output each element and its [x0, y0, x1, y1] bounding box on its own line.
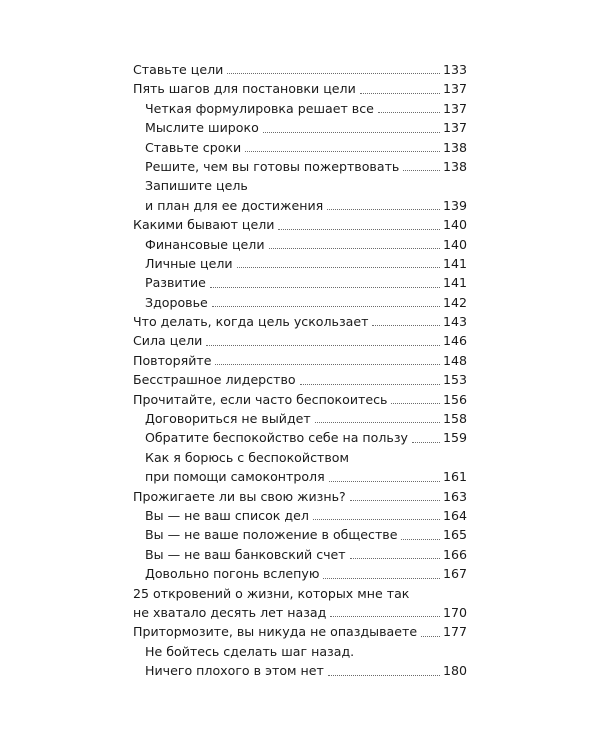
toc-entry — [133, 235, 467, 254]
toc-entry — [133, 138, 467, 157]
page-number: 158 — [442, 411, 467, 427]
dot-leader — [237, 267, 440, 268]
dot-leader — [391, 403, 439, 404]
page-number: 163 — [442, 488, 467, 504]
page-number: 140 — [442, 236, 467, 252]
toc-entry — [133, 293, 467, 312]
dot-leader — [278, 229, 439, 230]
dot-leader — [215, 364, 439, 365]
dot-leader — [313, 519, 440, 520]
toc-entry-title: Мыслите широко — [145, 120, 259, 136]
page-number: 166 — [442, 546, 467, 562]
page-number: 161 — [442, 469, 467, 485]
dot-leader — [212, 306, 440, 307]
toc-entry-title: Развитие — [145, 275, 206, 291]
dot-leader — [372, 325, 439, 326]
toc-entry-title: Ставьте цели — [133, 61, 224, 77]
page-number: 138 — [442, 139, 467, 155]
toc-entry — [133, 603, 467, 622]
table-of-contents — [133, 60, 467, 681]
toc-entry — [133, 622, 467, 641]
dot-leader — [227, 73, 440, 74]
toc-entry-title: Сила цели — [133, 333, 203, 349]
page-number: 180 — [442, 663, 467, 679]
page-number: 148 — [442, 352, 467, 368]
dot-leader — [330, 616, 440, 617]
toc-entry — [133, 487, 467, 506]
toc-entry-title: Четкая формулировка решает все — [145, 100, 374, 116]
toc-entry-title: 25 откровений о жизни, которых мне так — [133, 585, 410, 601]
toc-entry-title: Здоровье — [145, 294, 208, 310]
toc-entry — [133, 428, 467, 447]
toc-entry-title: Пять шагов для постановки цели — [133, 81, 356, 97]
toc-entry-title: Договориться не выйдет — [145, 411, 311, 427]
toc-entry — [133, 331, 467, 350]
dot-leader — [350, 500, 440, 501]
page-number: 167 — [442, 566, 467, 582]
toc-entry — [133, 351, 467, 370]
toc-entry — [133, 545, 467, 564]
page-number: 133 — [442, 61, 467, 77]
page-number: 140 — [442, 217, 467, 233]
toc-entry-title: Вы — не ваш банковский счет — [145, 546, 346, 562]
toc-entry — [133, 642, 467, 661]
dot-leader — [327, 209, 440, 210]
toc-entry — [133, 215, 467, 234]
dot-leader — [401, 539, 439, 540]
toc-entry — [133, 176, 467, 195]
dot-leader — [300, 384, 440, 385]
dot-leader — [206, 345, 440, 346]
toc-entry-title: Притормозите, вы никуда не опаздываете — [133, 624, 418, 640]
toc-entry-title: Запишите цель — [145, 178, 248, 194]
toc-entry-title: Ничего плохого в этом нет — [145, 663, 324, 679]
toc-entry — [133, 390, 467, 409]
page-number: 141 — [442, 255, 467, 271]
page-number: 141 — [442, 275, 467, 291]
toc-entry-title: Личные цели — [145, 255, 233, 271]
page-number: 177 — [442, 624, 467, 640]
page-number: 165 — [442, 527, 467, 543]
toc-entry — [133, 370, 467, 389]
page-number: 156 — [442, 391, 467, 407]
toc-entry-title: Ставьте сроки — [145, 139, 242, 155]
dot-leader — [412, 442, 440, 443]
toc-entry — [133, 506, 467, 525]
toc-entry-title: Финансовые цели — [145, 236, 265, 252]
page-number: 137 — [442, 120, 467, 136]
dot-leader — [329, 481, 440, 482]
dot-leader — [360, 93, 440, 94]
toc-entry-title: при помощи самоконтроля — [145, 469, 325, 485]
page-number: 142 — [442, 294, 467, 310]
toc-entry-title: Как я борюсь с беспокойством — [145, 449, 349, 465]
toc-entry-title: Обратите беспокойство себе на пользу — [145, 430, 408, 446]
toc-entry-title: Какими бывают цели — [133, 217, 275, 233]
toc-entry-title: не хватало десять лет назад — [133, 604, 327, 620]
toc-entry — [133, 584, 467, 603]
toc-entry — [133, 254, 467, 273]
toc-entry — [133, 118, 467, 137]
toc-entry — [133, 409, 467, 428]
toc-entry — [133, 157, 467, 176]
page-number: 137 — [442, 100, 467, 116]
dot-leader — [245, 151, 440, 152]
toc-entry — [133, 467, 467, 486]
page-number: 159 — [442, 430, 467, 446]
dot-leader — [421, 636, 440, 637]
toc-entry — [133, 448, 467, 467]
dot-leader — [210, 287, 440, 288]
toc-entry-title: Довольно погонь вслепую — [145, 566, 320, 582]
toc-entry-title: Что делать, когда цель ускользает — [133, 314, 369, 330]
page-number: 143 — [442, 314, 467, 330]
toc-entry — [133, 99, 467, 118]
page-number: 153 — [442, 372, 467, 388]
page-number: 139 — [442, 197, 467, 213]
toc-entry — [133, 196, 467, 215]
toc-entry — [133, 79, 467, 98]
dot-leader — [350, 558, 440, 559]
toc-entry — [133, 564, 467, 583]
toc-entry-title: Вы — не ваше положение в обществе — [145, 527, 398, 543]
dot-leader — [323, 578, 440, 579]
page-number: 146 — [442, 333, 467, 349]
dot-leader — [378, 112, 440, 113]
page-number: 137 — [442, 81, 467, 97]
page-number: 164 — [442, 507, 467, 523]
toc-entry-title: Вы — не ваш список дел — [145, 507, 309, 523]
dot-leader — [328, 675, 440, 676]
toc-entry — [133, 525, 467, 544]
dot-leader — [315, 422, 440, 423]
toc-entry — [133, 273, 467, 292]
toc-entry-title: Прожигаете ли вы свою жизнь? — [133, 488, 346, 504]
toc-entry-title: Повторяйте — [133, 352, 212, 368]
page-number: 138 — [442, 158, 467, 174]
dot-leader — [269, 248, 440, 249]
dot-leader — [263, 132, 440, 133]
toc-entry-title: Прочитайте, если часто беспокоитесь — [133, 391, 388, 407]
toc-entry — [133, 661, 467, 680]
toc-entry-title: Не бойтесь сделать шаг назад. — [145, 643, 355, 659]
toc-entry — [133, 312, 467, 331]
page-number: 170 — [442, 604, 467, 620]
toc-entry-title: Бесстрашное лидерство — [133, 372, 296, 388]
dot-leader — [403, 170, 440, 171]
toc-entry-title: Решите, чем вы готовы пожертвовать — [145, 158, 400, 174]
toc-entry-title: и план для ее достижения — [145, 197, 324, 213]
toc-entry — [133, 60, 467, 79]
